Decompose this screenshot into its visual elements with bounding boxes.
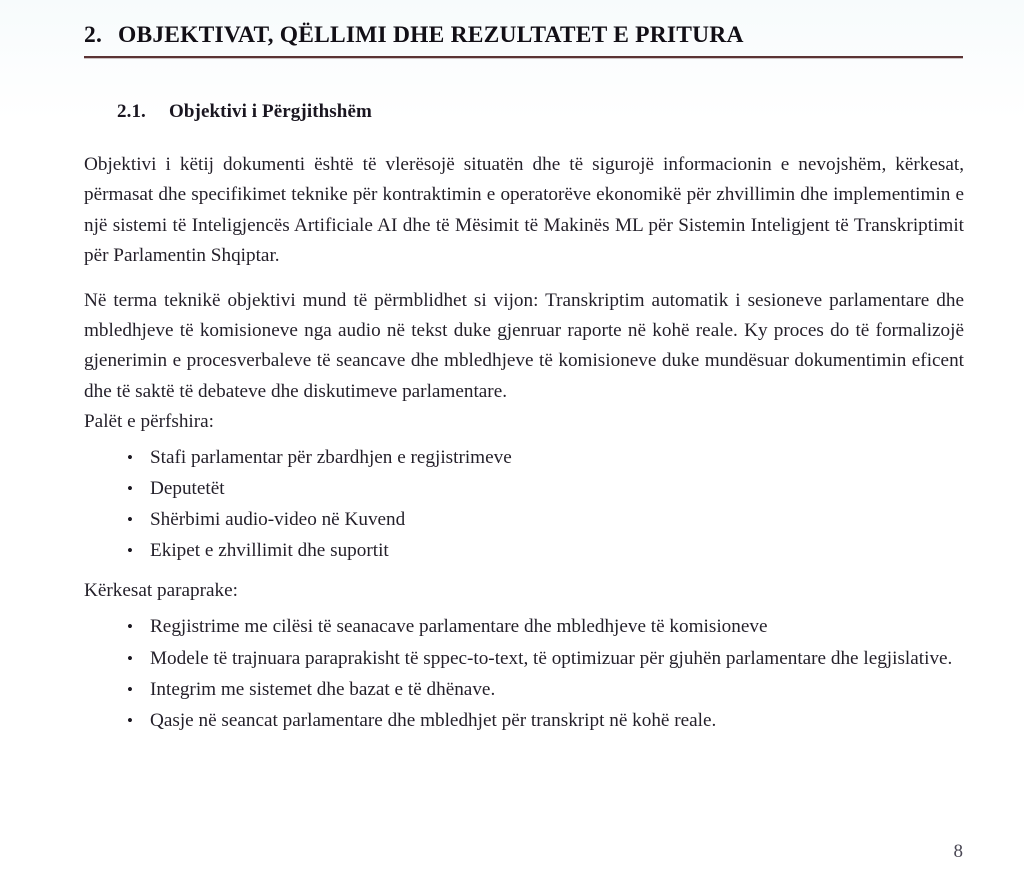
parties-list <box>84 437 964 566</box>
list-item: • Regjistrime me cilësi të seanacave parlamentare dhe mbledhjeve të komisioneve <box>84 611 964 643</box>
list-item: • Ekipet e zhvillimit dhe suportit <box>84 535 964 566</box>
section-title: OBJEKTIVAT, QËLLIMI DHE REZULTATET E PRITURA <box>118 22 744 48</box>
paragraph-technical-summary: Në terma teknikë objektivi mund të përmblidhet si vijon: Transkriptim automatik i sesioneve parlamentare dhe mbledhjeve të komisioneve nga audio në tekst duke gjenruar raporte në kohë reale. Ky proces do të formalizojë gjenerimin e procesverbaleve të seancave dhe mbledhjeve të komisioneve duke mundësuar dokumentimin eficent dhe të saktë të debateve dhe diskutimeve parlamentare. <box>84 289 964 402</box>
list-item: • Deputetët <box>84 473 964 504</box>
subsection-title: Objektivi i Përgjithshëm <box>169 101 372 123</box>
list-item: • Integrim me sistemet dhe bazat e të dhënave. <box>84 674 964 706</box>
list-item: • Shërbimi audio-video në Kuvend <box>84 504 964 535</box>
prerequisites-label: Kërkesat paraprake: <box>84 580 238 602</box>
list-item: • Qasje në seancat parlamentare dhe mbledhjet për transkript në kohë reale. <box>84 705 964 737</box>
section-heading <box>84 0 964 49</box>
parties-label: Palët e përfshira: <box>84 411 214 433</box>
paragraph-objective-scope: Objektivi i këtij dokumenti është të vlerësojë situatën dhe të sigurojë informacionin e nevojshëm, kërkesat, përmasat dhe specifikimet teknike për kontraktimin e operatorëve ekonomikë për zhvillimin dhe implementimin e një sistemi të Inteligjencës Artificiale AI dhe të Mësimit të Makinës ML për Sistemin Inteligjent të Transkriptimit për Parlamentin Shqiptar. <box>84 154 964 267</box>
section-number: 2. <box>84 22 103 48</box>
page-number: 8 <box>953 841 963 862</box>
subsection-heading <box>84 58 964 123</box>
document-content <box>84 0 964 737</box>
list-item: • Stafi parlamentar për zbardhjen e regjistrimeve <box>84 442 964 473</box>
subsection-number: 2.1. <box>117 101 146 123</box>
prerequisites-list <box>84 606 964 737</box>
list-item: • Modele të trajnuara paraprakisht të sppec-to-text, të optimizuar për gjuhën parlamentare dhe legjislative. <box>84 643 964 674</box>
